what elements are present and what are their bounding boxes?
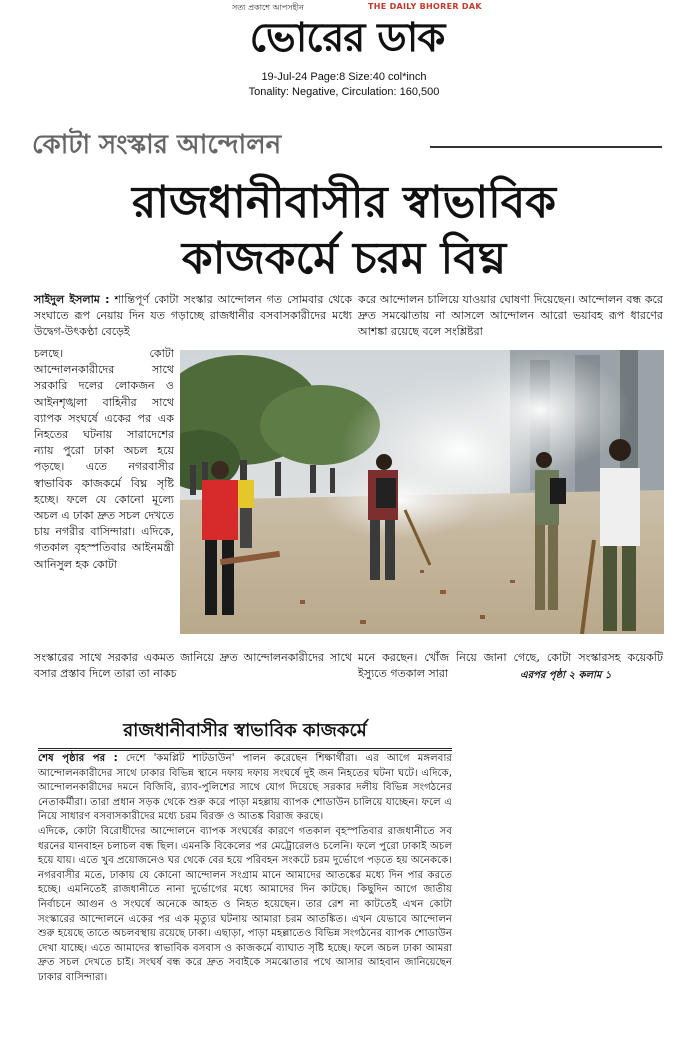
top-left-text: শান্তিপূর্ণ কোটা সংস্কার আন্দোলন গত সোমবার থেকে সংঘাতে রূপ নেয়ায় দিন যত গড়াচ্ছে রাজধানীর বসবাসকারীদের মধ্যে উদ্বেগ-উৎকণ্ঠা বেড়েই — [34, 293, 353, 339]
article-bottom-right: মনে করছেন। খোঁজ নিয়ে জানা গেছে, কোটা সংস্কারসহ কয়েকটি ইস্যুতে গতকাল সারা — [358, 651, 663, 681]
photo-street-clash-icon — [180, 350, 664, 634]
meta-line-2: Tonality: Negative, Circulation: 160,500 — [248, 86, 440, 98]
headline-line-1: রাজধানীবাসীর স্বাভাবিক — [132, 177, 556, 228]
masthead-tagline: সত্য প্রকাশে আপসহীন — [232, 3, 304, 12]
byline: সাইদুল ইসলাম : — [34, 293, 110, 306]
article-top-right: করে আন্দোলন চালিয়ে যাওয়ার ঘোষণা দিয়েছেন। আন্দোলন বন্ধ করে দ্রুত সমঝোতায় না আসলে আন্দোলন আরো ভয়াবহ রূপ ধারণের আশঙ্কা রয়েছে বলে সংশ্লিষ্টরা — [358, 293, 663, 339]
continuation-p1-text: দেশে 'কমপ্লিট শাটডাউন' পালন করেছেন শিক্ষার্থীরা। এর আগে মঙ্গলবার আন্দোলনকারীদের সাথে ঢাকার বিভিন্ন স্থানে দফায় দফায় সংঘর্ষে দুই জন নিহতের ঘটনা ঘটে। এদিকে, আন্দোলনকারীদের দমনে বিজিবি, র‍্যাব-পুলিশের সাথে যোগ দিয়েছে সরকার দলীয় বিভিন্ন সংগঠনের নেতাকর্মীরা। তারা প্রধান সড়ক থেকে শুরু করে পাড়া মহল্লায় ব্যাপক শোডাউন চালিয়ে যাচ্ছেন। ফলে এ নিয়ে সাধারণ বসবাসকারীদের মধ্যে চরম বিরক্ত ও আতঙ্ক বিরাজ করছে। — [38, 753, 453, 823]
article-top-left — [34, 292, 352, 341]
news-photo — [180, 350, 664, 634]
meta-line-1: 19-Jul-24 Page:8 Size:40 col*inch — [261, 71, 427, 83]
headline-line-2: কাজকর্মে চরম বিঘ্ন — [181, 233, 507, 284]
article-narrow-column: চলছে। কোটা আন্দোলনকারীদের সাথে সরকারি দলের লোকজন ও আইনশৃঙ্খলা বাহিনীর সাথে ব্যাপক সংঘর্ষে একের পর এক নিহতের ঘটনায় সারাদেশের ন্যায় পুরো ঢাকা অচল হয়ে পড়ছে। এতে নগরবাসীর স্বাভাবিক কাজকর্মে বিঘ্ন সৃষ্টি হচ্ছে। ফলে যে কোনো মূল্যে অচল এ ঢাকা দ্রুত সচল দেখতে চায় নগরীর বাসিন্দারা। এদিকে, গতকাল বৃহস্পতিবার আইনমন্ত্রী আনিসুল হক কোটা — [34, 347, 174, 571]
continuation-body — [38, 752, 452, 986]
kicker-rule — [430, 146, 662, 148]
continuation-paragraph-2: এদিকে, কোটা বিরোধীদের আন্দোলনে ব্যাপক সংঘর্ষের কারণে গতকাল বৃহস্পতিবার রাজধানীতে সব ধরনের যানবাহন চলাচল বন্ধ ছিল। এমনকি বিকেলের পর মেট্রোরেলও চলেনি। ফলে পুরো ঢাকাই অচল হয়ে যায়। এতে খুব প্রয়োজনেও ঘর থেকে বের হয়ে পরিবহন সংকটে চরম দুর্ভোগে পড়তে হয় অনেককে। নগরবাসীর মতে, ঢাকায় যে কোনো আন্দোলন সংগ্রাম মানে আমাদের আতঙ্কের মধ্যে দিন পার করতে হচ্ছে। এমনিতেই রাজধানীতে নানা দুর্ভোগের মধ্যে আমাদের দিন কাটছে। কিছুদিন আগে জাতীয় নির্বাচনে আগুন ও সংঘর্ষে অনেকে আহত ও নিহত হয়েছেন। তার রেশ না কাটতেই এখন কোটা সংস্কারের আন্দোলনে একের পর এক মৃত্যুর ঘটনায় আমারা চরম আতঙ্কিত। এখন যেভাবে আন্দোলন শুরু হয়েছে তাতে অচলবস্থায় রয়েছে ঢাকা। এছাড়া, পাড়া মহল্লাতেও বিভিন্ন সংগঠনের ব্যাপক শোডাউন দেখা যাচ্ছে। এতে আমাদের স্বাভাবিক বসবাস ও কাজকর্মে ব্যাঘাত সৃষ্টি হচ্ছে। ফলে অচল ঢাকা আমরা দ্রুত সচল দেখতে চাই। সংঘর্ষ বন্ধ করে দ্রুত সবাইকে সমঝোতার পথে আসার আহবান জানিয়েছেন ঢাকার বাসিন্দারা। — [38, 825, 452, 983]
continuation-paragraph-1 — [38, 752, 452, 825]
jump-line: এরপর পৃষ্ঠা ২ কলাম ১ — [520, 670, 612, 681]
continuation-lead: শেষ পৃষ্ঠার পর : — [38, 753, 118, 764]
article-kicker: কোটা সংস্কার আন্দোলন — [32, 130, 282, 160]
article-bottom-left: সংস্কারের সাথে সরকার একমত জানিয়ে দ্রুত আন্দোলনকারীদের সাথে বসার প্রস্তাব দিলে তারা তা নাকচ — [34, 651, 352, 681]
masthead-english-name: THE DAILY BHORER DAK — [368, 2, 482, 11]
continuation-heading: রাজধানীবাসীর স্বাভাবিক কাজকর্মে — [123, 720, 367, 741]
masthead-logo: ভোরের ডাক — [249, 15, 445, 61]
